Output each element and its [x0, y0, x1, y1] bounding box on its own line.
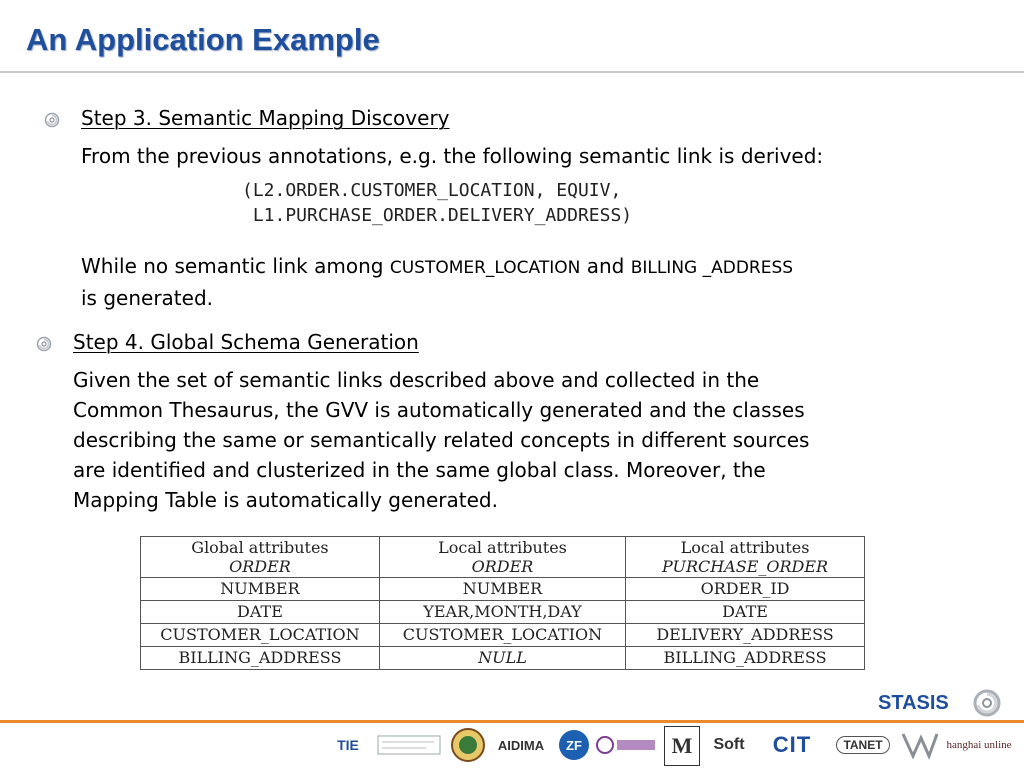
step4-heading [73, 330, 419, 354]
table-cell: NUMBER [141, 578, 380, 601]
note-term-customer-location: CUSTOMER_LOCATION [389, 258, 581, 278]
table-header-cell [141, 537, 380, 578]
table-cell: ORDER_ID [626, 578, 865, 601]
header-class: ORDER [471, 557, 534, 576]
soft-logo: Soft [713, 736, 745, 753]
step4-title: Step 4. Global Schema Generation [73, 330, 419, 354]
table-cell: DATE [626, 601, 865, 624]
header-class: ORDER [229, 557, 291, 576]
tanet-logo-text: TANET [836, 736, 889, 754]
note-suffix: is generated. [81, 286, 213, 310]
table-cell: CUSTOMER_LOCATION [141, 624, 380, 647]
shanghai-online-logo: hanghai unline [946, 739, 1012, 751]
note-and: and [580, 254, 631, 278]
table-cell: CUSTOMER_LOCATION [379, 624, 625, 647]
header-label: Global attributes [191, 538, 329, 557]
bullet-swirl-icon [36, 336, 52, 352]
university-seal-icon [448, 726, 488, 764]
header-class: PURCHASE_ORDER [661, 557, 829, 576]
table-cell: NUMBER [379, 578, 625, 601]
table-row [141, 601, 865, 624]
code-line-1: (L2.ORDER.CUSTOMER_LOCATION, EQUIV, [242, 180, 622, 201]
partner-logo-graphic [374, 726, 444, 764]
semantic-link-code [242, 178, 632, 228]
partner-logos [320, 726, 1020, 766]
step3-note [81, 251, 941, 313]
code-line-2: L1.PURCHASE_ORDER.DELIVERY_ADDRESS) [242, 205, 633, 226]
table-header-cell [626, 537, 865, 578]
step4-body-line: Mapping Table is automatically generated. [73, 488, 498, 512]
table-cell: DATE [141, 601, 380, 624]
note-prefix: While no semantic link among [81, 254, 390, 278]
table-cell: BILLING_ADDRESS [626, 647, 865, 670]
step3-title: Step 3. Semantic Mapping Discovery [81, 106, 450, 130]
step4-body [73, 365, 973, 515]
table-row [141, 578, 865, 601]
footer-divider [0, 720, 1024, 723]
vv-logo-icon [900, 726, 940, 764]
mariner-logo: M [664, 726, 700, 766]
stasis-swirl-icon [972, 688, 1002, 718]
step3-heading [81, 106, 450, 130]
step4-body-line: are identified and clusterized in the same global class. Moreover, the [73, 458, 766, 482]
header-label: Local attributes [680, 538, 810, 557]
table-header-cell [379, 537, 625, 578]
header-label: Local attributes [438, 538, 567, 557]
table-row [141, 624, 865, 647]
zf-logo [556, 726, 592, 764]
table-cell: YEAR,MONTH,DAY [379, 601, 625, 624]
table-cell: BILLING_ADDRESS [141, 647, 380, 670]
step4-body-line: Given the set of semantic links described above and collected in the [73, 368, 760, 392]
title-divider [0, 71, 1024, 73]
step3-intro: From the previous annotations, e.g. the following semantic link is derived: [81, 144, 824, 168]
table-cell: DELIVERY_ADDRESS [626, 624, 865, 647]
stasis-brand: STASIS [878, 692, 949, 714]
table-cell: NULL [379, 647, 625, 670]
step4-body-line: Common Thesaurus, the GVV is automatically generated and the classes [73, 398, 805, 422]
tsinghua-logo-icon [594, 726, 660, 764]
tie-logo: TIE [337, 737, 359, 753]
slide-title: An Application Example [26, 22, 380, 57]
cit-logo: CIT [772, 732, 812, 757]
zf-logo-text: ZF [566, 738, 582, 753]
bullet-swirl-icon [44, 112, 60, 128]
tanet-logo [830, 726, 896, 764]
table-header-row [141, 537, 865, 578]
table-row [141, 647, 865, 670]
step4-body-line: describing the same or semantically related concepts in different sources [73, 428, 810, 452]
aidima-logo: AIDIMA [497, 737, 545, 753]
note-term-billing-address: BILLING _ADDRESS [630, 258, 794, 278]
mapping-table [140, 536, 865, 670]
